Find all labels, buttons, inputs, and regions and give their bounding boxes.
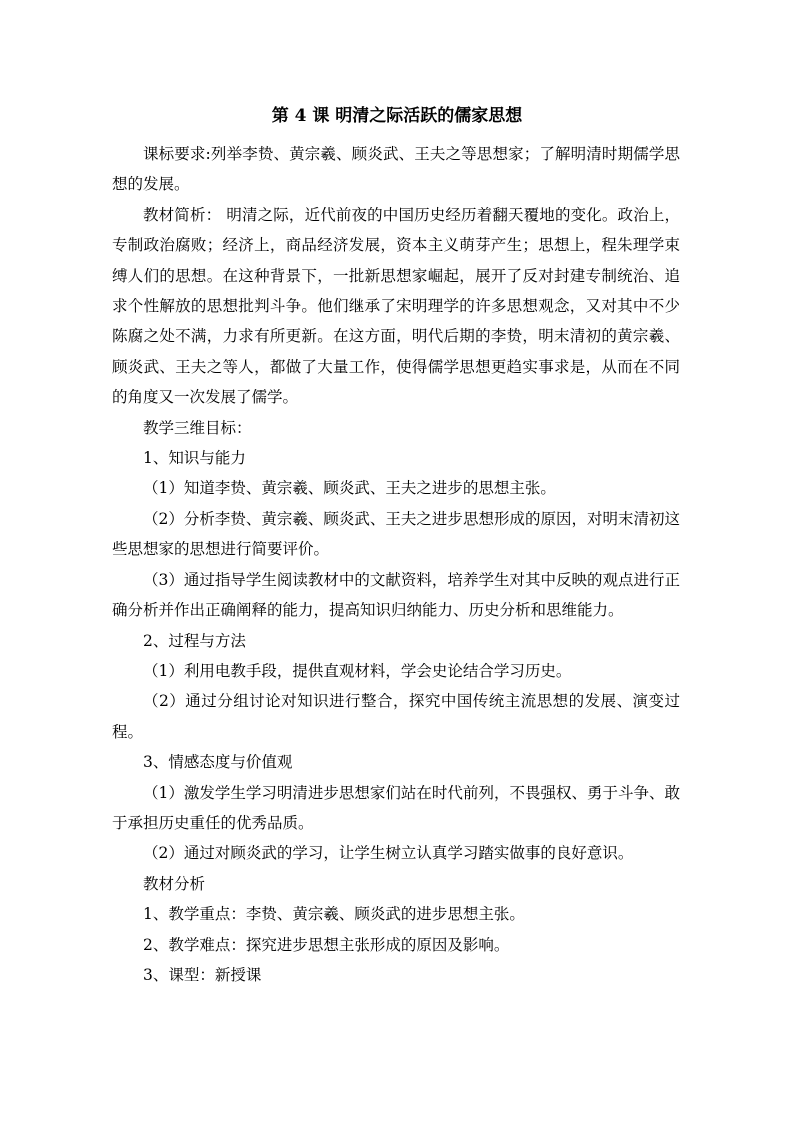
document-body [112,139,680,990]
paragraph-teaching-objectives-heading: 教学三维目标： [143,418,252,437]
paragraph-teaching-difficulty: 2、教学难点：探究进步思想主张形成的原因及影响。 [143,935,510,954]
paragraph-textbook-analysis-heading: 教材分析 [143,874,206,893]
paragraph-emotion-item-2: （2）通过对顾炎武的学习，让学生树立认真学习踏实做事的良好意识。 [143,844,634,863]
paragraph-curriculum-requirement: 课标要求:列举李贽、黄宗羲、顾炎武、王夫之等思想家；了解明清时期儒学思想的发展。 [112,145,680,194]
paragraph-process-method-heading: 2、过程与方法 [143,631,246,650]
paragraph-knowledge-ability-heading: 1、知识与能力 [143,449,246,468]
paragraph-emotion-values-heading: 3、情感态度与价值观 [143,753,293,772]
paragraph-textbook-analysis: 教材简析： 明清之际，近代前夜的中国历史经历着翻天覆地的变化。政治上，专制政治腐败；经济上，商品经济发展，资本主义萌芽产生；思想上，程朱理学束缚人们的思想。在这种背景下，一批新思想家崛起，展开了反对封建专制统治、追求个性解放的思想批判斗争。他们继承了宋明理学的许多思想观念，又对其中不少陈腐之处不满，力求有所更新。在这方面，明代后期的李贽，明末清初的黄宗羲、顾炎武、王夫之等人，都做了大量工作，使得儒学思想更趋实事求是，从而在不同的角度又一次发展了儒学。 [112,205,680,407]
paragraph-teaching-focus: 1、教学重点：李贽、黄宗羲、顾炎武的进步思想主张。 [143,905,525,924]
paragraph-knowledge-item-2: （2）分析李贽、黄宗羲、顾炎武、王夫之进步思想形成的原因，对明末清初这些思想家的思想进行简要评价。 [112,509,680,559]
paragraph-knowledge-item-1: （1）知道李贽、黄宗羲、顾炎武、王夫之进步的思想主张。 [143,479,556,498]
paragraph-emotion-item-1: （1）激发学生学习明清进步思想家们站在时代前列，不畏强权、勇于斗争、敢于承担历史重任的优秀品质。 [112,783,680,832]
paragraph-lesson-type: 3、课型：新授课 [143,965,262,984]
paragraph-process-item-2: （2）通过分组讨论对知识进行整合，探究中国传统主流思想的发展、演变过程。 [112,692,680,741]
document-title: 第 4 课 明清之际活跃的儒家思想 [271,106,523,126]
paragraph-knowledge-item-3: （3）通过指导学生阅读教材中的文献资料，培养学生对其中反映的观点进行正确分析并作出正确阐释的能力，提高知识归纳能力、历史分析和思维能力。 [112,570,680,620]
paragraph-process-item-1: （1）利用电教手段，提供直观材料，学会史论结合学习历史。 [143,661,572,680]
